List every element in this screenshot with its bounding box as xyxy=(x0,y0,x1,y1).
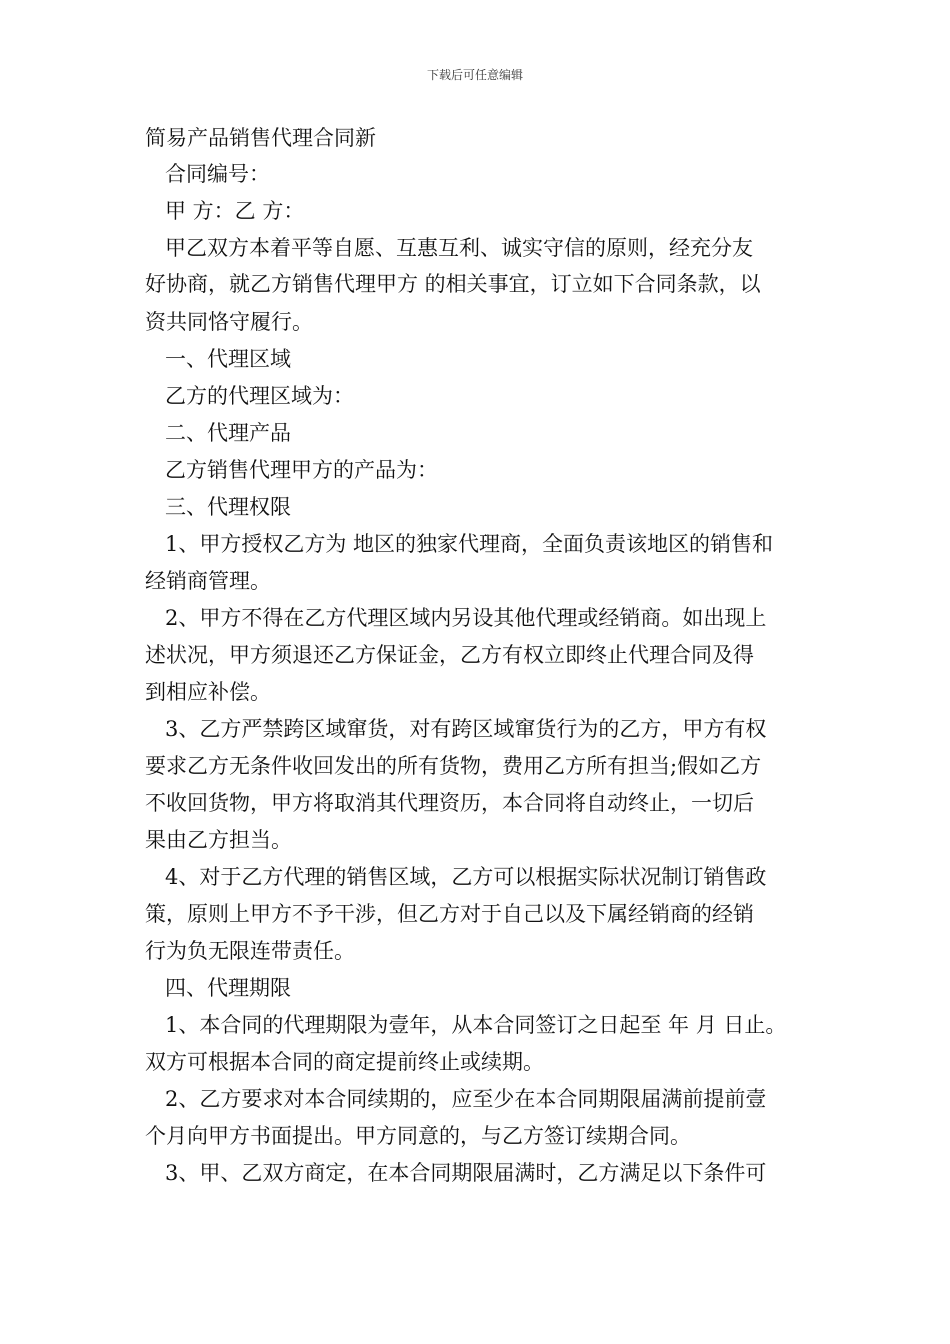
paragraph-line: 述状况，甲方须退还乙方保证金，乙方有权立即终止代理合同及得 xyxy=(145,643,754,667)
paragraph-line: 乙方销售代理甲方的产品为： xyxy=(165,458,438,482)
paragraph-line: 策，原则上甲方不予干涉，但乙方对于自己以及下属经销商的经销 xyxy=(145,902,754,926)
paragraph-line: 乙方的代理区域为： xyxy=(165,384,354,408)
paragraph-line: 2、甲方不得在乙方代理区域内另设其他代理或经销商。如出现上 xyxy=(165,606,767,630)
paragraph-line: 3、乙方严禁跨区域窜货，对有跨区域窜货行为的乙方，甲方有权 xyxy=(165,717,767,741)
paragraph-line: 资共同恪守履行。 xyxy=(145,310,313,334)
paragraph-line: 好协商，就乙方销售代理甲方 的相关事宜，订立如下合同条款，以 xyxy=(145,272,761,296)
section-heading: 一、代理区域 xyxy=(165,347,291,371)
paragraph-line: 经销商管理。 xyxy=(145,569,271,593)
paragraph-line: 1、甲方授权乙方为 地区的独家代理商，全面负责该地区的销售和 xyxy=(165,532,774,556)
paragraph-line: 2、乙方要求对本合同续期的，应至少在本合同期限届满前提前壹 xyxy=(165,1087,767,1111)
paragraph-line: 1、本合同的代理期限为壹年，从本合同签订之日起至 年 月 日止。 xyxy=(165,1013,787,1037)
section-heading: 四、代理期限 xyxy=(165,976,291,1000)
paragraph-line: 行为负无限连带责任。 xyxy=(145,939,355,963)
paragraph-line: 3、甲、乙双方商定，在本合同期限届满时，乙方满足以下条件可 xyxy=(165,1161,767,1185)
paragraph-line: 到相应补偿。 xyxy=(145,680,271,704)
paragraph-line: 甲 方：乙 方： xyxy=(165,199,305,223)
document-title: 简易产品销售代理合同新 xyxy=(145,126,376,150)
paragraph-line: 不收回货物，甲方将取消其代理资历，本合同将自动终止，一切后 xyxy=(145,791,754,815)
paragraph-line: 要求乙方无条件收回发出的所有货物，费用乙方所有担当;假如乙方 xyxy=(145,754,762,778)
section-heading: 二、代理产品 xyxy=(165,421,291,445)
paragraph-line: 合同编号： xyxy=(165,162,270,186)
paragraph-line: 个月向甲方书面提出。甲方同意的，与乙方签订续期合同。 xyxy=(145,1124,691,1148)
paragraph-line: 果由乙方担当。 xyxy=(145,828,292,852)
page-header: 下载后可任意编辑 xyxy=(426,68,523,82)
paragraph-line: 4、对于乙方代理的销售区域，乙方可以根据实际状况制订销售政 xyxy=(165,865,767,889)
section-heading: 三、代理权限 xyxy=(165,495,291,519)
paragraph-line: 甲乙双方本着平等自愿、互惠互利、诚实守信的原则，经充分友 xyxy=(165,236,753,260)
paragraph-line: 双方可根据本合同的商定提前终止或续期。 xyxy=(145,1050,544,1074)
